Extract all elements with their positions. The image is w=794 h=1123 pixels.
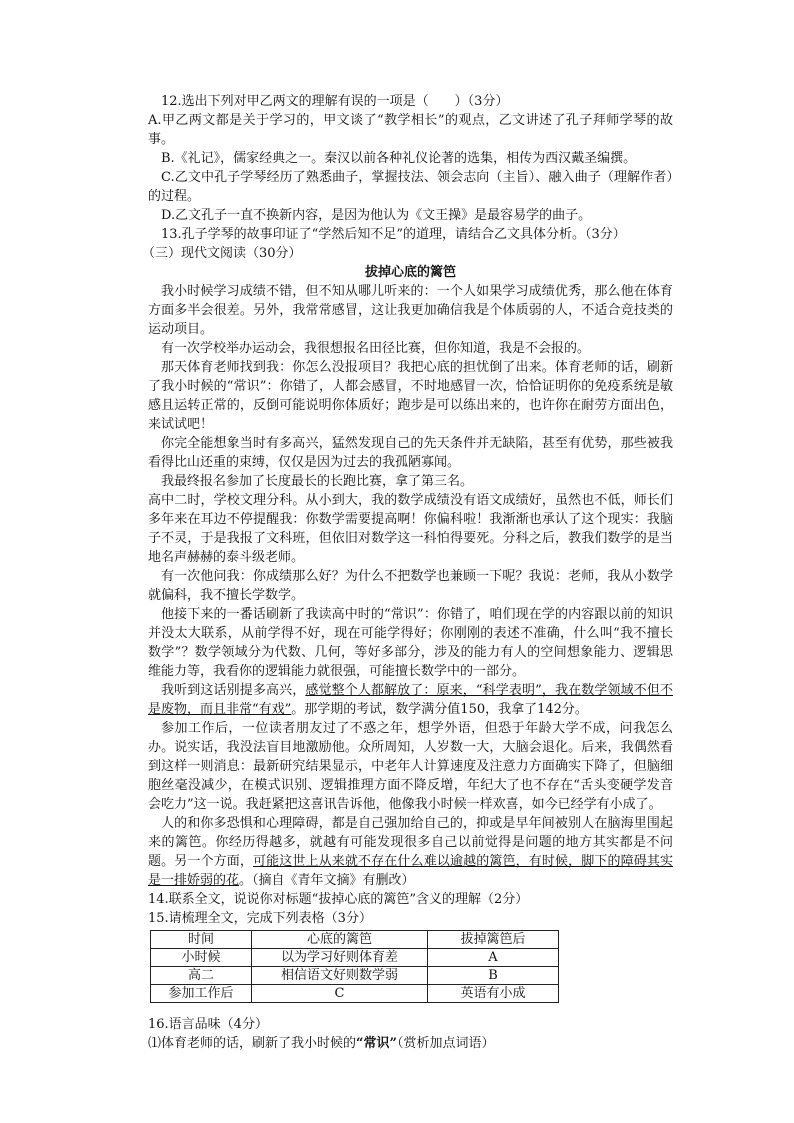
table-cell: C <box>252 985 428 1003</box>
section-heading: （三）现代文阅读（30分） <box>142 246 302 261</box>
article-paragraph: 高中二时，学校文理分科。从小到大，我的数学成绩没有语文成绩好，虽然也不低，师长们多年来在耳边不停提醒我：你数学需要提高啊！你偏科啦！我渐渐也承认了这个现实：我脑子不灵，于是我报了文科班，但依旧对数学这一科怕得要死。分科之后，教我们数学的是当地名声赫赫的泰斗级老师。 <box>148 493 673 565</box>
q16-sub1 <box>148 1034 673 1053</box>
table-cell: 英语有小成 <box>428 985 559 1003</box>
table-cell: 以为学习好则体育差 <box>252 949 428 967</box>
article-paragraph: 那天体育老师找到我：你怎么没报项目？我把心底的担忧倒了出来。体育老师的话，刷新了我小时候的“常识”：你错了，人都会感冒，不时地感冒一次，恰恰证明你的免疫系统是敏感且运转正常的，反倒可能说明你体质好；跑步是可以练出来的，也许你在耐劳方面出色，来试试吧！ <box>148 360 673 432</box>
article-paragraph-9 <box>148 681 673 719</box>
article-paragraph: 有一次他问我：你成绩那么好？为什么不把数学也兼顾一下呢？我说：老师，我从小数学就偏科，我不擅长学数学。 <box>148 569 673 603</box>
q12-stem: 12.选出下列对甲乙两文的理解有误的一项是（ ）（3分） <box>161 94 509 109</box>
q16-stem: 16.语言品味（4分） <box>148 1017 268 1032</box>
table-cell: A <box>428 949 559 967</box>
table-cell: 小时候 <box>151 949 252 967</box>
table-row <box>151 967 559 985</box>
article-paragraph: 我最终报名参加了长度最长的长跑比赛，拿了第三名。 <box>161 474 474 489</box>
table-header-row <box>151 931 559 949</box>
q12-option-c: C.乙文中孔子学琴经历了熟悉曲子，掌握技法、领会志向（主旨）、融入曲子（理解作者）的过程。 <box>148 170 673 204</box>
q12-option-d: D.乙文孔子一直不换新内容，是因为他认为《文王操》是最容易学的曲子。 <box>161 208 592 223</box>
q15: 15.请梳理全文，完成下列表格（3分） <box>148 911 372 926</box>
article-paragraph: 我小时候学习成绩不错，但不知从哪儿听来的：一个人如果学习成绩优秀，那么他在体育方面多半会很差。另外，我常常感冒，这让我更加确信我是个体质弱的人，不适合竞技类的运动项目。 <box>148 284 673 337</box>
text-run: 。那学期的考试，数学满分值150，我拿了142分。 <box>291 702 588 717</box>
table-row <box>151 985 559 1003</box>
table-cell: 参加工作后 <box>151 985 252 1003</box>
q13: 13.孔子学琴的故事印证了“学然后知不足”的道理，请结合乙文具体分析。（3分） <box>161 227 626 242</box>
underlined-sentence: 感觉整个人都解放了：原来，“科学表明”，我在数学领域不但不是废物，而且非常“有戏” <box>148 683 673 717</box>
bold-term: “常识” <box>356 1036 397 1051</box>
text-run: 人的和你多恐惧和心理障碍，都是自己强加给自己的，抑或是早年间被别人在脑海里围起来的篱笆。你经历得越多，就越有可能发现很多自己以前觉得是问题的地方其实都是不问题。另一个方面， <box>148 816 673 869</box>
exam-page <box>142 92 673 1053</box>
table-cell: 高二 <box>151 967 252 985</box>
table-cell: B <box>428 967 559 985</box>
article-paragraph: 参加工作后，一位读者朋友过了不惑之年，想学外语，但恐于年龄大学不成，问我怎么办。说实话，我没法盲目地激励他。众所周知，人岁数一大，大脑会退化。后来，我偶然看到这样一则消息：最新研究结果显示，中老年人计算速度及注意力方面确实下降了，但脑细胞丝毫没减少，在模式识别、逻辑推理方面不降反增，年纪大了也不存在“舌头变硬学发音会吃力”这一说。我赶紧把这喜讯告诉他，他像我小时候一样欢喜，如今已经学有小成了。 <box>148 721 673 812</box>
article-paragraph: 你完全能想象当时有多高兴，猛然发现自己的先天条件并无缺陷，甚至有优势，那些被我看得比山还重的束缚，仅仅是因为过去的我孤陋寡闻。 <box>148 436 673 470</box>
q12-option-a: A.甲乙两文都是关于学习的，甲文谈了“教学相长”的观点，乙文讲述了孔子拜师学琴的故事。 <box>148 113 673 147</box>
text-run: ⑴体育老师的话，刷新了我小时候的 <box>148 1036 357 1051</box>
table-cell: 相信语文好则数学弱 <box>252 967 428 985</box>
underlined-sentence: 可能这世上从来就不存在什么难以逾越的篱笆，有时候，脚下的障碍其实是一排娇弱的花 <box>148 854 673 888</box>
article-paragraph: 他接下来的一番话刷新了我读高中时的“常识”：你错了，咱们现在学的内容跟以前的知识并没太大联系，从前学得不好，现在可能学得好；你刚刚的表述不准确，什么叫“我不擅长数学”？数学领域分为代数、几何，等好多部分，涉及的能力有人的空间想象能力、逻辑思维能力等，我看你的逻辑能力就很强，可能擅长数学中的一部分。 <box>148 607 673 679</box>
table-header: 心底的篱笆 <box>252 931 428 949</box>
text-run: 我听到这话别提多高兴， <box>161 683 306 698</box>
table-header: 时间 <box>151 931 252 949</box>
table-row <box>151 949 559 967</box>
article-title: 拔掉心底的篱笆 <box>364 265 456 280</box>
q15-table <box>150 930 559 1003</box>
text-run: （赏析加点词语） <box>396 1036 495 1051</box>
text-run: 。（摘自《青年文摘》有删改） <box>239 873 415 888</box>
q14: 14.联系全文，说说你对标题“拔掉心底的篱笆”含义的理解（2分） <box>148 892 529 907</box>
article-paragraph: 有一次学校举办运动会，我很想报名田径比赛，但你知道，我是不会报的。 <box>161 341 591 356</box>
table-header: 拔掉篱笆后 <box>428 931 559 949</box>
q12-option-b: B.《礼记》，儒家经典之一。秦汉以前各种礼仪论著的选集，相传为西汉戴圣编撰。 <box>161 151 637 166</box>
article-paragraph-11 <box>148 814 673 890</box>
